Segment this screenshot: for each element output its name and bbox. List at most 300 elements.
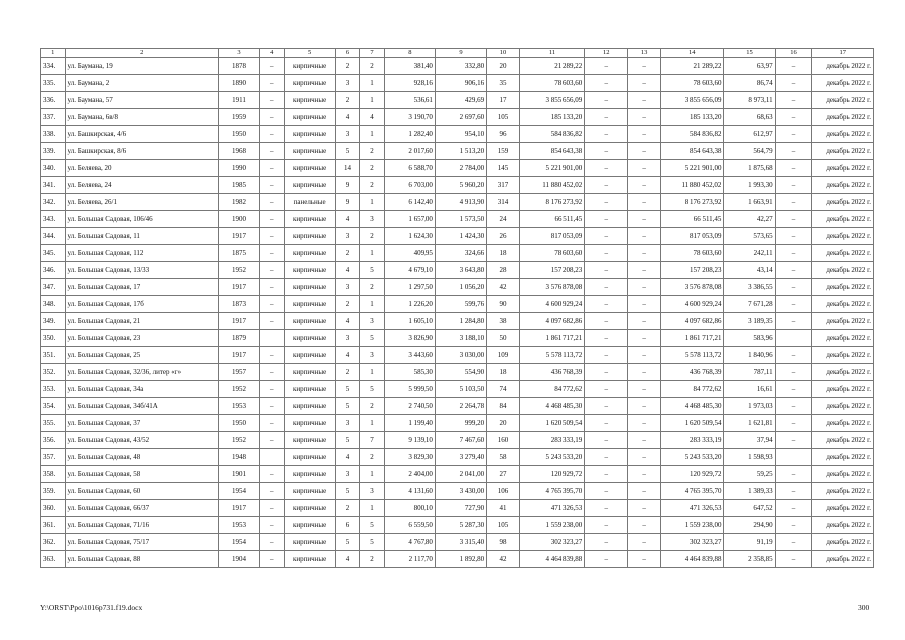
table-row: [41, 177, 874, 194]
table-cell: 1953: [219, 398, 260, 415]
table-cell: –: [259, 398, 284, 415]
table-cell: 4 913,90: [435, 194, 486, 211]
table-cell: декабрь 2022 г.: [812, 551, 874, 568]
table-cell: 5: [360, 330, 385, 347]
table-cell: 362.: [41, 534, 66, 551]
table-cell: –: [628, 466, 661, 483]
table-cell: –: [628, 500, 661, 517]
table-cell: 344.: [41, 228, 66, 245]
table-cell: кирпичные: [284, 347, 335, 364]
table-cell: кирпичные: [284, 500, 335, 517]
table-cell: 1954: [219, 534, 260, 551]
table-cell: –: [628, 330, 661, 347]
table-cell: 341.: [41, 177, 66, 194]
table-cell: 1: [360, 364, 385, 381]
table-cell: декабрь 2022 г.: [812, 415, 874, 432]
table-cell: 90: [487, 296, 520, 313]
table-cell: 409,95: [384, 245, 435, 262]
table-cell: 157 208,23: [661, 262, 724, 279]
table-cell: –: [775, 398, 812, 415]
table-cell: декабрь 2022 г.: [812, 92, 874, 109]
table-cell: 4 765 395,70: [519, 483, 584, 500]
table-cell: 1952: [219, 262, 260, 279]
table-cell: 5 578 113,72: [519, 347, 584, 364]
table-cell: 314: [487, 194, 520, 211]
table-cell: –: [628, 364, 661, 381]
table-cell: 345.: [41, 245, 66, 262]
table-cell: –: [628, 143, 661, 160]
table-cell: ул. Башкирская, 4/6: [65, 126, 219, 143]
table-cell: 1: [360, 500, 385, 517]
table-cell: 4: [335, 313, 360, 330]
table-cell: 2: [360, 160, 385, 177]
table-cell: 78 603,60: [661, 75, 724, 92]
table-cell: –: [585, 483, 628, 500]
table-cell: –: [775, 194, 812, 211]
table-row: [41, 364, 874, 381]
table-cell: 1 993,30: [724, 177, 775, 194]
table-cell: кирпичные: [284, 126, 335, 143]
table-cell: 4 097 682,86: [519, 313, 584, 330]
table-cell: 1953: [219, 517, 260, 534]
table-cell: 78 603,60: [519, 245, 584, 262]
table-cell: 343.: [41, 211, 66, 228]
table-cell: 1950: [219, 126, 260, 143]
table-cell: –: [585, 534, 628, 551]
table-cell: 1 389,33: [724, 483, 775, 500]
table-cell: 16,61: [724, 381, 775, 398]
table-cell: 6 559,50: [384, 517, 435, 534]
table-cell: 2: [360, 177, 385, 194]
table-cell: 105: [487, 517, 520, 534]
table-cell: 4: [335, 551, 360, 568]
table-cell: 2: [335, 245, 360, 262]
table-cell: –: [775, 500, 812, 517]
table-cell: 14: [335, 160, 360, 177]
table-cell: кирпичные: [284, 75, 335, 92]
table-cell: –: [775, 466, 812, 483]
table-cell: 5 103,50: [435, 381, 486, 398]
table-cell: 4 464 839,88: [661, 551, 724, 568]
table-cell: 347.: [41, 279, 66, 296]
table-cell: –: [259, 381, 284, 398]
table-cell: ул. Большая Садовая, 43/52: [65, 432, 219, 449]
table-cell: 3: [335, 330, 360, 347]
table-cell: 1900: [219, 211, 260, 228]
table-cell: 26: [487, 228, 520, 245]
table-cell: кирпичные: [284, 143, 335, 160]
table-cell: 1878: [219, 58, 260, 75]
table-cell: 4 767,80: [384, 534, 435, 551]
table-cell: 573,65: [724, 228, 775, 245]
table-cell: –: [259, 279, 284, 296]
table-cell: –: [259, 75, 284, 92]
table-cell: –: [259, 228, 284, 245]
table-cell: кирпичные: [284, 432, 335, 449]
table-cell: –: [628, 228, 661, 245]
table-cell: –: [585, 245, 628, 262]
table-cell: –: [259, 534, 284, 551]
table-row: [41, 58, 874, 75]
table-cell: 4: [335, 211, 360, 228]
table-cell: 436 768,39: [661, 364, 724, 381]
table-cell: –: [775, 245, 812, 262]
table-cell: –: [628, 126, 661, 143]
table-cell: кирпичные: [284, 160, 335, 177]
table-cell: 160: [487, 432, 520, 449]
table-cell: 20: [487, 58, 520, 75]
table-cell: 41: [487, 500, 520, 517]
table-cell: ул. Большая Садовая, 11: [65, 228, 219, 245]
column-header: 14: [661, 49, 724, 58]
table-cell: –: [259, 483, 284, 500]
table-cell: декабрь 2022 г.: [812, 143, 874, 160]
table-cell: декабрь 2022 г.: [812, 466, 874, 483]
table-cell: 2: [360, 58, 385, 75]
table-cell: 1: [360, 245, 385, 262]
table-cell: –: [775, 296, 812, 313]
column-header: 1: [41, 49, 66, 58]
table-row: [41, 398, 874, 415]
table-cell: –: [259, 296, 284, 313]
table-cell: 3: [360, 483, 385, 500]
table-row: [41, 483, 874, 500]
table-cell: 1952: [219, 381, 260, 398]
table-cell: 50: [487, 330, 520, 347]
table-cell: –: [259, 313, 284, 330]
table-cell: –: [585, 109, 628, 126]
table-cell: 3 855 656,09: [519, 92, 584, 109]
table-cell: декабрь 2022 г.: [812, 347, 874, 364]
table-cell: 2: [360, 279, 385, 296]
table-cell: 554,90: [435, 364, 486, 381]
table-cell: 66 511,45: [519, 211, 584, 228]
table-cell: –: [585, 177, 628, 194]
table-cell: 2 041,00: [435, 466, 486, 483]
table-cell: 3 576 878,08: [661, 279, 724, 296]
table-cell: декабрь 2022 г.: [812, 245, 874, 262]
table-cell: –: [628, 177, 661, 194]
table-cell: 1948: [219, 449, 260, 466]
table-cell: 2 697,60: [435, 109, 486, 126]
table-row: [41, 143, 874, 160]
table-row: [41, 347, 874, 364]
table-cell: 2: [360, 449, 385, 466]
table-cell: 3: [335, 466, 360, 483]
table-cell: [259, 449, 284, 466]
table-cell: –: [775, 551, 812, 568]
table-cell: 24: [487, 211, 520, 228]
table-cell: 18: [487, 364, 520, 381]
table-cell: 11 880 452,02: [519, 177, 584, 194]
table-cell: –: [585, 517, 628, 534]
table-cell: 5: [360, 262, 385, 279]
table-cell: 145: [487, 160, 520, 177]
table-cell: 360.: [41, 500, 66, 517]
table-cell: 4 464 839,88: [519, 551, 584, 568]
table-cell: 359.: [41, 483, 66, 500]
table-cell: 21 289,22: [519, 58, 584, 75]
table-row: [41, 415, 874, 432]
table-cell: 471 326,53: [519, 500, 584, 517]
table-cell: ул. Большая Садовая, 88: [65, 551, 219, 568]
table-cell: 302 323,27: [519, 534, 584, 551]
footer-file-path: Y:\ORST\Ppo\1016p731.f19.docx: [40, 603, 143, 612]
table-cell: 302 323,27: [661, 534, 724, 551]
table-cell: 4: [335, 109, 360, 126]
table-cell: –: [775, 211, 812, 228]
table-cell: 4 468 485,30: [519, 398, 584, 415]
table-cell: 7 467,60: [435, 432, 486, 449]
table-cell: 3: [335, 126, 360, 143]
table-cell: ул. Большая Садовая, 60: [65, 483, 219, 500]
table-cell: кирпичные: [284, 381, 335, 398]
table-cell: 66 511,45: [661, 211, 724, 228]
table-cell: –: [585, 143, 628, 160]
table-cell: 1917: [219, 228, 260, 245]
table-cell: –: [775, 262, 812, 279]
table-cell: декабрь 2022 г.: [812, 126, 874, 143]
table-cell: 2: [360, 398, 385, 415]
table-cell: декабрь 2022 г.: [812, 75, 874, 92]
table-cell: 1968: [219, 143, 260, 160]
table-cell: 4 679,10: [384, 262, 435, 279]
table-cell: 337.: [41, 109, 66, 126]
table-cell: ул. Большая Садовая, 66/37: [65, 500, 219, 517]
table-cell: кирпичные: [284, 551, 335, 568]
column-header: 2: [65, 49, 219, 58]
table-cell: кирпичные: [284, 415, 335, 432]
table-cell: декабрь 2022 г.: [812, 211, 874, 228]
table-cell: 355.: [41, 415, 66, 432]
table-cell: кирпичные: [284, 245, 335, 262]
column-header: 8: [384, 49, 435, 58]
table-cell: –: [775, 432, 812, 449]
table-cell: декабрь 2022 г.: [812, 177, 874, 194]
table-cell: –: [775, 279, 812, 296]
table-cell: 2: [335, 58, 360, 75]
table-cell: 4: [335, 449, 360, 466]
table-cell: 363.: [41, 551, 66, 568]
column-header: 7: [360, 49, 385, 58]
table-cell: декабрь 2022 г.: [812, 534, 874, 551]
table-cell: –: [628, 262, 661, 279]
table-cell: 4: [335, 347, 360, 364]
table-cell: 436 768,39: [519, 364, 584, 381]
table-cell: 1 624,30: [384, 228, 435, 245]
table-cell: –: [585, 75, 628, 92]
table-cell: ул. Большая Садовая, 58: [65, 466, 219, 483]
table-cell: 5 221 901,00: [661, 160, 724, 177]
table-cell: 1 056,20: [435, 279, 486, 296]
table-cell: 1 284,80: [435, 313, 486, 330]
table-cell: –: [628, 160, 661, 177]
table-cell: 1 559 238,00: [661, 517, 724, 534]
table-cell: 159: [487, 143, 520, 160]
table-cell: 5 960,20: [435, 177, 486, 194]
column-header: 12: [585, 49, 628, 58]
table-cell: 2 017,60: [384, 143, 435, 160]
table-cell: 4 131,60: [384, 483, 435, 500]
table-cell: декабрь 2022 г.: [812, 449, 874, 466]
table-cell: –: [628, 551, 661, 568]
table-cell: –: [775, 177, 812, 194]
table-cell: 928,16: [384, 75, 435, 92]
table-row: [41, 330, 874, 347]
table-cell: декабрь 2022 г.: [812, 381, 874, 398]
table-cell: –: [585, 211, 628, 228]
table-cell: 2 264,78: [435, 398, 486, 415]
table-cell: 536,61: [384, 92, 435, 109]
table-cell: 1959: [219, 109, 260, 126]
table-cell: 5: [360, 381, 385, 398]
table-cell: 1957: [219, 364, 260, 381]
table-cell: кирпичные: [284, 313, 335, 330]
table-cell: 3 188,10: [435, 330, 486, 347]
table-cell: 1 513,20: [435, 143, 486, 160]
table-cell: 3: [360, 313, 385, 330]
table-cell: 105: [487, 109, 520, 126]
table-cell: 1 297,50: [384, 279, 435, 296]
table-cell: 17: [487, 92, 520, 109]
table-cell: 6 142,40: [384, 194, 435, 211]
table-cell: –: [775, 313, 812, 330]
table-row: [41, 517, 874, 534]
table-cell: 5: [335, 483, 360, 500]
table-cell: 999,20: [435, 415, 486, 432]
table-cell: –: [628, 534, 661, 551]
table-cell: 2: [335, 500, 360, 517]
table-cell: –: [585, 449, 628, 466]
table-cell: 4: [335, 262, 360, 279]
table-cell: –: [259, 160, 284, 177]
table-cell: 4 600 929,24: [519, 296, 584, 313]
table-cell: –: [585, 398, 628, 415]
page-number: 300: [858, 603, 870, 612]
table-row: [41, 551, 874, 568]
table-cell: 727,90: [435, 500, 486, 517]
table-cell: декабрь 2022 г.: [812, 262, 874, 279]
column-number-header-row: [41, 49, 874, 58]
table-cell: 2: [335, 296, 360, 313]
table-cell: 564,79: [724, 143, 775, 160]
table-cell: 1 973,03: [724, 398, 775, 415]
table-cell: –: [628, 211, 661, 228]
table-cell: 1917: [219, 313, 260, 330]
table-cell: –: [259, 143, 284, 160]
table-row: [41, 245, 874, 262]
table-cell: 1985: [219, 177, 260, 194]
table-cell: 120 929,72: [661, 466, 724, 483]
table-cell: 854 643,38: [661, 143, 724, 160]
table-cell: кирпичные: [284, 466, 335, 483]
table-cell: –: [775, 228, 812, 245]
table-cell: 185 133,20: [661, 109, 724, 126]
table-cell: ул. Большая Садовая, 37: [65, 415, 219, 432]
table-cell: 1 559 238,00: [519, 517, 584, 534]
table-cell: –: [628, 415, 661, 432]
table-cell: 1 875,68: [724, 160, 775, 177]
table-cell: 584 836,82: [661, 126, 724, 143]
table-cell: –: [585, 126, 628, 143]
table-cell: кирпичные: [284, 517, 335, 534]
table-cell: 5: [335, 534, 360, 551]
table-cell: –: [259, 415, 284, 432]
table-cell: 334.: [41, 58, 66, 75]
table-cell: 283 333,19: [519, 432, 584, 449]
table-cell: 381,40: [384, 58, 435, 75]
table-cell: –: [259, 245, 284, 262]
table-cell: 471 326,53: [661, 500, 724, 517]
table-cell: 352.: [41, 364, 66, 381]
table-cell: –: [585, 58, 628, 75]
table-cell: 854 643,38: [519, 143, 584, 160]
table-cell: 120 929,72: [519, 466, 584, 483]
table-cell: декабрь 2022 г.: [812, 432, 874, 449]
table-cell: –: [585, 364, 628, 381]
table-cell: –: [628, 296, 661, 313]
table-cell: 1890: [219, 75, 260, 92]
table-cell: 3 315,40: [435, 534, 486, 551]
table-cell: 5 221 901,00: [519, 160, 584, 177]
table-cell: –: [775, 160, 812, 177]
table-cell: [775, 330, 812, 347]
table-cell: 4 468 485,30: [661, 398, 724, 415]
table-cell: –: [259, 177, 284, 194]
table-cell: –: [775, 143, 812, 160]
table-cell: 1911: [219, 92, 260, 109]
table-cell: –: [775, 534, 812, 551]
table-row: [41, 92, 874, 109]
table-cell: 342.: [41, 194, 66, 211]
table-cell: –: [585, 551, 628, 568]
table-cell: 2 740,50: [384, 398, 435, 415]
table-cell: 317: [487, 177, 520, 194]
table-cell: 3 386,55: [724, 279, 775, 296]
table-cell: декабрь 2022 г.: [812, 517, 874, 534]
table-cell: декабрь 2022 г.: [812, 313, 874, 330]
table-cell: 8 973,11: [724, 92, 775, 109]
table-cell: –: [628, 483, 661, 500]
table-cell: 1: [360, 415, 385, 432]
table-cell: 1: [360, 466, 385, 483]
column-header: 10: [487, 49, 520, 58]
table-cell: 361.: [41, 517, 66, 534]
table-cell: 8 176 273,92: [661, 194, 724, 211]
table-cell: 585,30: [384, 364, 435, 381]
column-header: 16: [775, 49, 812, 58]
table-cell: 1 657,00: [384, 211, 435, 228]
table-cell: 5: [335, 432, 360, 449]
table-cell: 2: [335, 364, 360, 381]
table-cell: кирпичные: [284, 330, 335, 347]
table-cell: 3 190,70: [384, 109, 435, 126]
column-header: 13: [628, 49, 661, 58]
table-cell: 787,11: [724, 364, 775, 381]
table-cell: 98: [487, 534, 520, 551]
table-cell: 1 620 509,54: [661, 415, 724, 432]
table-body: [41, 58, 874, 568]
table-cell: 68,63: [724, 109, 775, 126]
table-row: [41, 296, 874, 313]
table-cell: ул. Большая Садовая, 13/33: [65, 262, 219, 279]
table-cell: ул. Беляева, 26/1: [65, 194, 219, 211]
table-cell: кирпичные: [284, 109, 335, 126]
table-cell: –: [259, 109, 284, 126]
table-cell: 96: [487, 126, 520, 143]
table-cell: 906,16: [435, 75, 486, 92]
table-cell: 1 605,10: [384, 313, 435, 330]
